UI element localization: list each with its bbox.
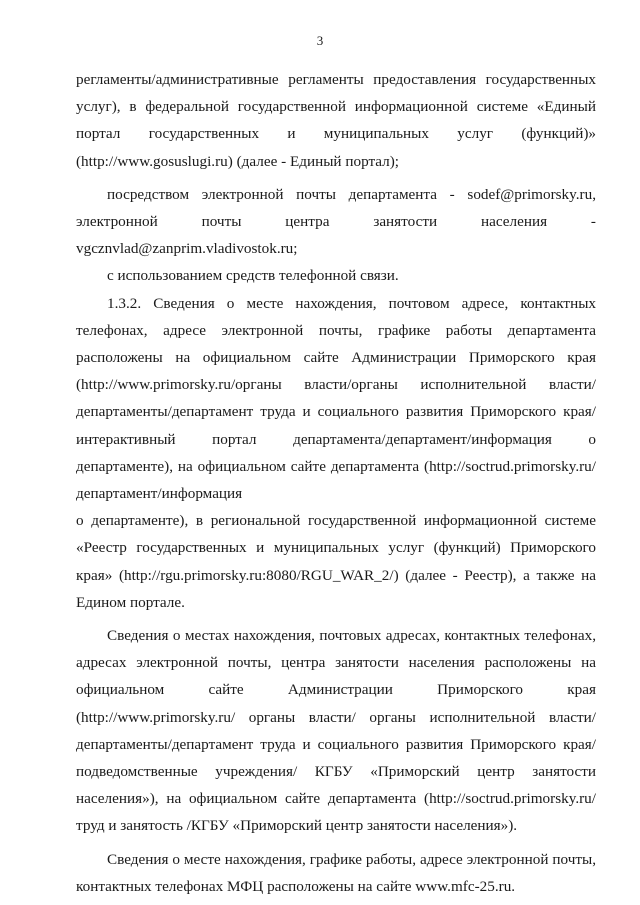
paragraph-employment-center: Сведения о местах нахождения, почтовых адресах, контактных телефонах, адресах электронной почты, центра занятости населения расположены на официальном сайте Администрации Приморского края (http://www.primorsky.ru/ органы власти/ органы исполнительной власти/департаменты/департамент труда и социального развития Приморского края/ подведомственные учреждения/ КГБУ «Приморский центр занятости населения»), на официальном сайте департамента (http://soctrud.primorsky.ru/ труд и занятость /КГБУ «Приморский центр занятости населения»). [76,627,596,835]
paragraph-phone: с использованием средств телефонной связи. [107,267,399,285]
document-body [76,66,596,900]
paragraph-portal-continuation: регламенты/административные регламенты предоставления государственных услуг), в федеральной государственной информационной системе «Единый портал государственных и муниципальных услуг (функций)» (http://www.gosuslugi.ru) (далее - Единый портал); [76,71,596,170]
paragraph-1-3-2-continuation: о департаменте), в региональной государственной информационной системе «Реестр государственных и муниципальных услуг (функций) Приморского края» (http://rgu.primorsky.ru:8080/RGU_WAR_2/) (далее - Реестр), а также на Едином портале. [76,512,596,611]
page-number: 3 [316,33,324,48]
paragraph-mfc: Сведения о месте нахождения, графике работы, адресе электронной почты, контактных телефонах МФЦ расположены на сайте www.mfc-25.ru. [76,850,596,895]
paragraph-1-3-2: 1.3.2. Сведения о месте нахождения, почтовом адресе, контактных телефонах, адресе электронной почты, графике работы департамента расположены на официальном сайте Администрации Приморского края (http://www.primorsky.ru/органы власти/органы исполнительной власти/департаменты/департамент труда и социального развития Приморского края/интерактивный портал департамента/департамент/информация о департаменте), на официальном сайте департамента (http://soctrud.primorsky.ru/ департамент/информация [76,294,596,503]
paragraph-email: посредством электронной почты департамента - sodef@primorsky.ru, электронной почты центра занятости населения - vgcznvlad@zanprim.vladivostok.ru; [76,185,596,258]
